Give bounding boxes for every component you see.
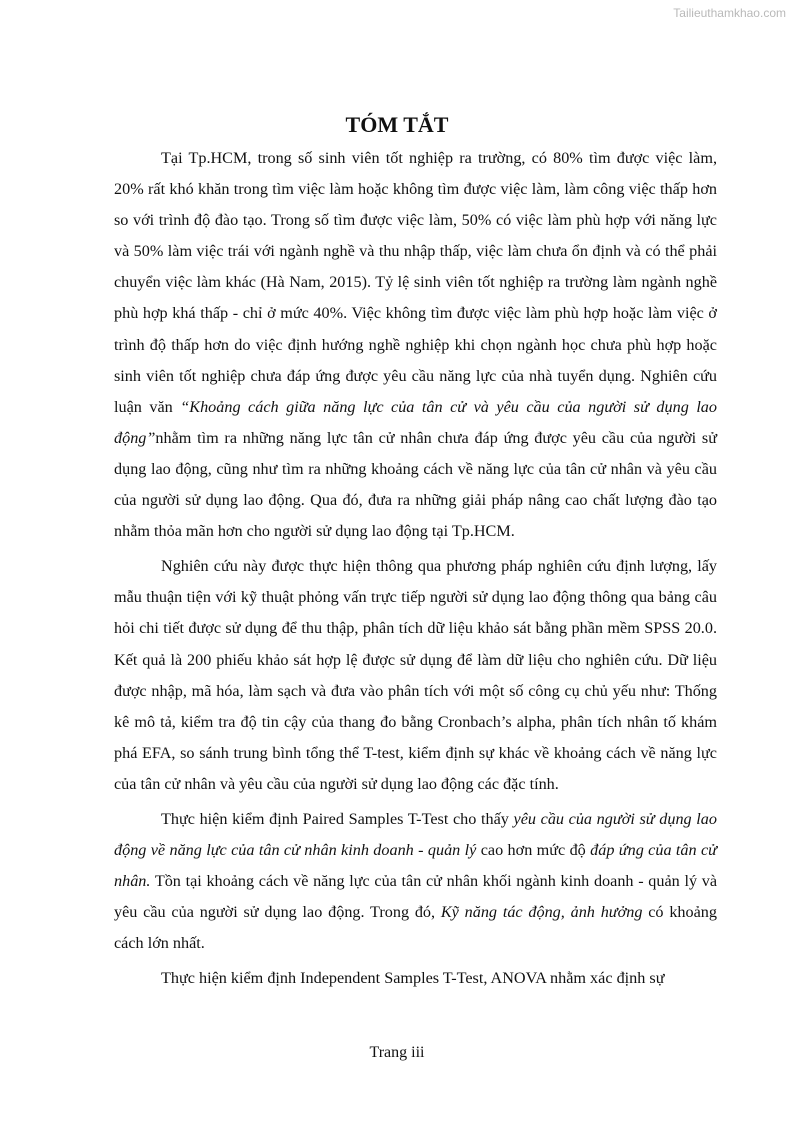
text-run: Thực hiện kiểm định Independent Samples T-Test, ANOVA nhằm xác định sự bbox=[161, 969, 665, 988]
paragraph bbox=[114, 804, 717, 959]
text-run: cao hơn mức độ bbox=[476, 841, 591, 860]
text-run: có khoảng cách lớn nhất. bbox=[114, 903, 717, 953]
page-title: TÓM TẮT bbox=[345, 112, 449, 137]
page-number: Trang iii bbox=[369, 1044, 425, 1061]
paragraph bbox=[114, 551, 717, 800]
text-run: Thực hiện kiểm định Paired Samples T-Test cho thấy bbox=[161, 809, 514, 828]
italic-text: đáp ứng của tân cử nhân. bbox=[114, 841, 717, 891]
paragraph bbox=[114, 963, 717, 994]
italic-text: “Khoảng cách giữa năng lực của tân cử và yêu cầu của người sử dụng lao động” bbox=[114, 397, 717, 447]
italic-text: Kỹ năng tác động, ảnh hưởng bbox=[440, 903, 643, 922]
watermark: Tailieuthamkhao.com bbox=[673, 6, 786, 20]
text-run: nhằm tìm ra những năng lực tân cử nhân chưa đáp ứng được yêu cầu của người sử dụng lao động, cũng như tìm ra những khoảng cách về năng lực của tân cử nhân và yêu cầu của người sử dụng lao động. Qua đó, đưa ra những giải pháp nâng cao chất lượng đào tạo nhằm thỏa mãn hơn cho người sử dụng lao động tại Tp.HCM. bbox=[114, 428, 717, 541]
italic-text: yêu cầu của người sử dụng lao động về năng lực của tân cử nhân kinh doanh - quản lý bbox=[114, 809, 717, 860]
text-run: Tồn tại khoảng cách về năng lực của tân cử nhân khối ngành kinh doanh - quản lý và yêu cầu của người sử dụng lao động. Trong đó, bbox=[114, 872, 717, 922]
paragraph bbox=[114, 143, 717, 547]
text-run: Nghiên cứu này được thực hiện thông qua phương pháp nghiên cứu định lượng, lấy mẫu thuận tiện với kỹ thuật phỏng vấn trực tiếp người sử dụng lao động thông qua bảng câu hỏi chi tiết được sử dụng để thu thập, phân tích dữ liệu khảo sát bằng phần mềm SPSS 20.0. Kết quả là 200 phiếu khảo sát hợp lệ được sử dụng để làm dữ liệu cho nghiên cứu. Dữ liệu được nhập, mã hóa, làm sạch và đưa vào phân tích với một số công cụ chủ yếu như: Thống kê mô tả, kiểm tra độ tin cậy của thang đo bằng Cronbach’s alpha, phân tích nhân tố khám phá EFA, so sánh trung bình tổng thể T-test, kiểm định sự khác về khoảng cách về năng lực của tân cử nhân và yêu cầu của người sử dụng lao động các đặc tính. bbox=[114, 557, 717, 793]
text-run: Tại Tp.HCM, trong số sinh viên tốt nghiệp ra trường, có 80% tìm được việc làm, 20% rất khó khăn trong tìm việc làm hoặc không tìm được việc làm, làm công việc thấp hơn so với trình độ đào tạo. Trong số tìm được việc làm, 50% có việc làm phù hợp với năng lực và 50% làm việc trái với ngành nghề và thu nhập thấp, việc làm chưa ổn định và có thể phải chuyển việc làm khác (Hà Nam, 2015). Tỷ lệ sinh viên tốt nghiệp ra trường làm ngành nghề phù hợp khá thấp - chỉ ở mức 40%. Việc không tìm được việc làm phù hợp hoặc làm việc ở trình độ thấp hơn do việc định hướng nghề nghiệp khi chọn ngành học chưa phù hợp hoặc sinh viên tốt nghiệp chưa đáp ứng được yêu cầu năng lực của nhà tuyển dụng. Nghiên cứu luận văn bbox=[114, 149, 717, 416]
body-text bbox=[114, 143, 717, 999]
